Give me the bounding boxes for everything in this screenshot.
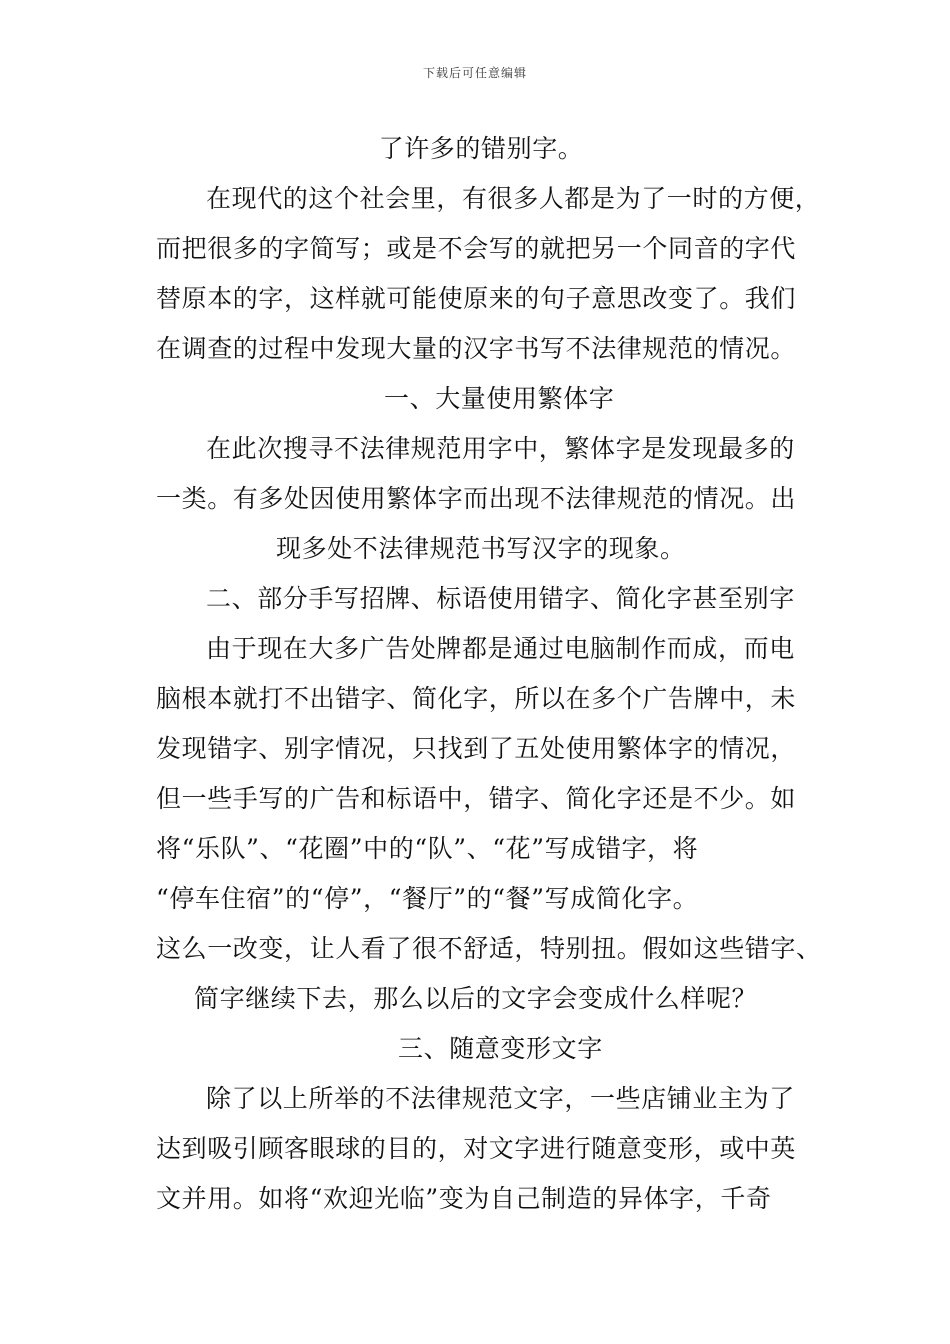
text-line: 现多处不法律规范书写汉字的现象。 bbox=[276, 534, 686, 563]
text-line: 脑根本就打不出错字、简化字，所以在多个广告牌中，未 bbox=[156, 684, 797, 713]
paragraph-start: 在此次搜寻不法律规范用字中，繁体字是发现最多的 bbox=[206, 434, 795, 463]
section-heading-3: 三、随意变形文字 bbox=[398, 1034, 603, 1063]
paragraph-start: 由于现在大多广告处牌都是通过电脑制作而成，而电 bbox=[206, 634, 795, 663]
paragraph-start: 除了以上所举的不法律规范文字，一些店铺业主为了 bbox=[206, 1084, 795, 1113]
text-line: 简字继续下去，那么以后的文字会变成什么样呢？ bbox=[194, 984, 758, 1013]
section-heading-2: 二、部分手写招牌、标语使用错字、简化字甚至别字 bbox=[206, 584, 795, 613]
text-line: 将“乐队”、“花圈”中的“队”、“花”写成错字，将 bbox=[156, 834, 699, 863]
text-line: 文并用。如将“欢迎光临”变为自己制造的异体字，千奇 bbox=[156, 1184, 772, 1213]
text-line: 达到吸引顾客眼球的目的，对文字进行随意变形，或中英 bbox=[156, 1134, 797, 1163]
document-body bbox=[156, 124, 822, 1224]
text-line: 了许多的错别字。 bbox=[378, 134, 584, 163]
text-line: 在调查的过程中发现大量的汉字书写不法律规范的情况。 bbox=[156, 334, 797, 363]
text-line: 发现错字、别字情况，只找到了五处使用繁体字的情况， bbox=[156, 734, 797, 763]
text-line: 这么一改变，让人看了很不舒适，特别扭。假如这些错字、 bbox=[156, 934, 822, 963]
text-line: 而把很多的字简写；或是不会写的就把另一个同音的字代 bbox=[156, 234, 797, 263]
page-header: 下载后可任意编辑 bbox=[422, 66, 527, 80]
text-line: 替原本的字，这样就可能使原来的句子意思改变了。我们 bbox=[156, 284, 797, 313]
paragraph-start: 在现代的这个社会里，有很多人都是为了一时的方便， bbox=[206, 184, 821, 213]
section-heading-1: 一、大量使用繁体字 bbox=[384, 384, 615, 413]
text-line: 一类。有多处因使用繁体字而出现不法律规范的情况。出 bbox=[156, 484, 797, 513]
text-line: “停车住宿”的“停”，“餐厅”的“餐”写成简化字。 bbox=[156, 884, 699, 913]
text-line: 但一些手写的广告和标语中，错字、简化字还是不少。如 bbox=[156, 784, 797, 813]
